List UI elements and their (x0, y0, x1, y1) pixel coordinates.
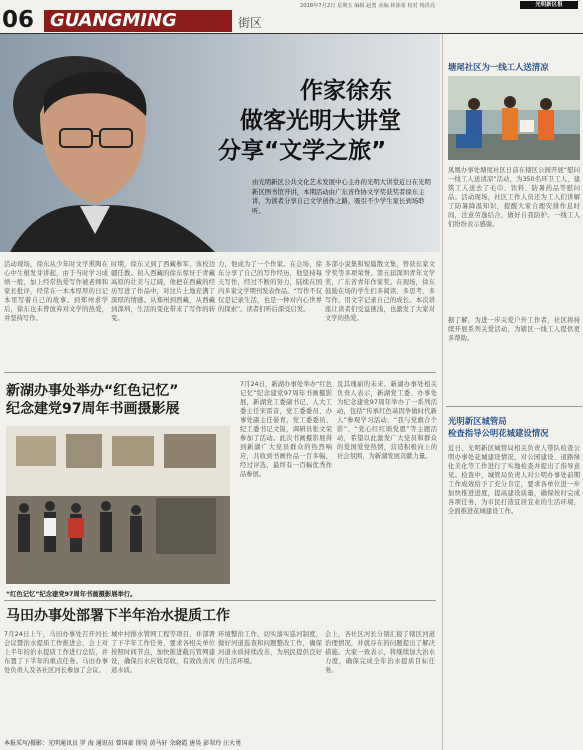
page-number: 06 (2, 7, 35, 33)
article2-rule (4, 372, 436, 373)
hero-headline-3: 分享“文学之旅” (218, 138, 387, 164)
brand-bar (44, 10, 232, 32)
article3-headline: 马田办事处部署下半年治水提质工作 (6, 608, 230, 624)
article2-headline-1: 新湖办事处举办“红色记忆” (6, 383, 179, 399)
article3-col-3: 环境整治工作，切实落实巡河制度，做好河道巡查和问题整改工作，确保河道水质持续改善，为居民提供良好的生活环境。 (218, 631, 322, 665)
article2-col-1: 7月24日，新湖办事处举办“红色记忆”纪念建党97周年书画摄影展，新湖党工委副书记、人大工委主任宋雷音，党工委委员、办事处副主任晏青，党工委委员、纪工委书记文锐，调研员张文荣参加了活动。此次书画摄影展得到新湖广大党员群众的热烈响应，共收到书画作品一百多幅，经过评选，最终有一百幅优秀作品参展。 (240, 381, 332, 478)
hero-lead: 由光明新区公共文化艺术发展中心主办的光明大讲堂近日在光明新区图书馆开讲，本期活动由广东省作协文学奖获奖者徐东主讲，为读者分享自己文学创作之路，吸引不少学生家长到场聆听。 (252, 178, 431, 215)
article2-col-2: 及其瑰丽的未来。新湖办事处相关负责人表示，新湖党工委、办事处为纪念建党97周年举办了一系列活动，包括“传承红色基因争做时代新人”参观学习活动、“我与党旗合个影”、“党心红红颂党恩”等主题活动，希望以此激发广大党员和群众的爱国爱党热情，营造积极向上的社会氛围，为新湖发展贡献力量。 (337, 381, 437, 460)
article3-col-1: 7月24日上午，马田办事处召开河长会议暨治水提质工作推进会，会上对上半年的治水提质工作进行总结，并布置了下半年的重点任务。马田办事处负责人及各社区河长参加了会议。 (4, 631, 108, 674)
section-name: 街区 (238, 16, 263, 30)
article3-col-2: 城中村排水管网工程等项目，并部署了下半年工作任务，要求各相关单位按照时间节点，加快推进截污管网建设，确保污水应收尽收，有效改善河道水质。 (111, 631, 215, 674)
article2-headline-2: 纪念建党97周年书画摄影展 (6, 401, 180, 417)
right2-headline-2: 检查指导公明花城建设情况 (448, 428, 549, 438)
right1-headline: 塘尾社区为一线工人送清凉 (448, 62, 549, 72)
right1-body: 凤凰办事处塘尾社区日前在辖区公园开展“慰问一线工人送清凉”活动，为350名环卫工人、建筑工人送去了毛巾、饮料、防暑药品等慰问品。活动现场，社区工作人员还为工人们讲解了防暑降温知识，提醒大家合理安排作息时间，注意劳逸结合，做好自我防护。一线工人们纷纷表示感谢。 (448, 167, 580, 228)
exhibition-photo-scene (6, 426, 230, 584)
hero-headline-1: 作家徐东 (300, 78, 392, 104)
right1-photo (448, 76, 580, 160)
hero-headline-2: 做客光明大讲堂 (240, 108, 401, 134)
right2-headline-1: 光明新区城管局 (448, 416, 507, 426)
article3-col-4: 会上，各社区河长分别汇报了辖区河道治理情况，并就存在的问题提出了解决措施。大家一致表示，将继续加大治水力度，确保完成全年治水提质目标任务。 (325, 631, 435, 674)
right2-rule (446, 406, 582, 407)
exhibition-caption: “红色记忆”纪念建党97周年书画摄影展举行。 (6, 591, 137, 598)
masthead-meta: 2018年7月2日 星期五 编辑 赵勇 美编 林泳希 校对 杨洪亮 (300, 3, 436, 9)
exhibition-photo (6, 426, 230, 584)
byline: 本报采写/摄影：光明通讯员 罗 海 通讯员 曾国豪 徐昊 黄马轩 余晓霞 唐昊 彭翠玲 汪火勇 (4, 740, 242, 747)
logo-text: 光明新区报 (535, 2, 563, 8)
right1-more: 据了解，为进一步关爱户外工作者，社区将持续开展系列关爱活动，为辖区一线工人提供更多帮助。 (448, 317, 580, 342)
article1-col-1: 活动现场，徐东从少年时文学熏陶在心中生根发芽讲起，由于当时学习成绩一般，加上经常热爱写作被老师和家长批评，经常在一本本厚厚的日记本里写着自己的故事。到郑州求学后，徐东也未曾放弃对文学的热爱，并坚持写作。 (4, 261, 108, 322)
right2-body: 近日，光明新区城管局相关负责人带队检查公明办事处花城建设情况，对公园建设、道路绿化美化等工作进行了实地检查并提出了指导意见。检查中，城管局负责人对公明办事处前期工作成效给予了充分肯定，要求各单位进一步加快推进进度，提高建设质量，确保按时完成各项任务，为市民打造宜居宜业的生活环境，全面推进花城建设工作。 (448, 445, 580, 515)
right1-photo-scene (448, 76, 580, 160)
article1-col-3: 力，他成为了一个作家。在会场，徐东分享了自己的写作经历，他坚持每天写作，经过不断的努力，陆续在国内多家文学期刊发表作品。“写作不仅仅是记录生活，也是一种对内心世界的探索”。读者们听后深受启发。 (218, 261, 322, 313)
masthead (0, 0, 583, 34)
article3-rule (4, 600, 436, 601)
brand-name: GUANGMING (50, 10, 177, 31)
article1-col-4: 多部小说集和短篇散文集，曾获东家文学奖等多项荣誉。第五届深圳青年文学奖，广东省青年作家奖。在现场，徐东鼓励在场的学生们多阅读、多思考、多写作，用文字记录自己的成长。本次讲座让读者们受益匪浅，也激发了大家对文学的热爱。 (325, 261, 435, 322)
right-column-divider (442, 34, 443, 750)
article1-col-2: 时期，徐东又到了西藏参军，该校边疆任教。初入西藏的徐东惊讶于青藏高原的壮美与辽阔，他把在西藏的经历写进了作品中，对这片土地充满了深厚的情感。从郑州到西藏，从西藏到深圳，生活的变化带来了写作的转变。 (111, 261, 215, 322)
masthead-logo (520, 1, 578, 9)
